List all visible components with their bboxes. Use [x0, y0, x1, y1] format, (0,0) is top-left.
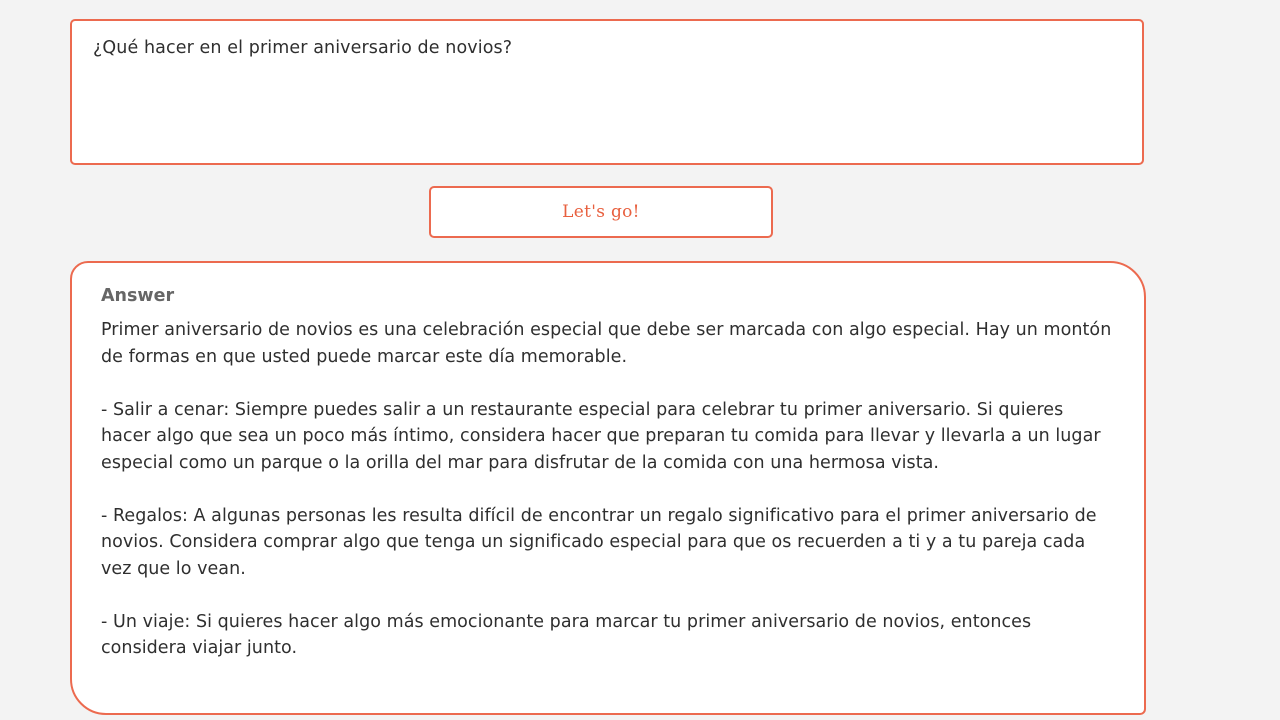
answer-heading: Answer	[101, 286, 175, 306]
question-text: ¿Qué hacer en el primer aniversario de novios?	[93, 38, 513, 58]
answer-paragraph: - Salir a cenar: Siempre puedes salir a un restaurante especial para celebrar tu primer aniversario. Si quieres hacer algo que sea un poco más íntimo, considera hacer que preparan tu comida para llevar y llevarla a un lugar especial como un parque o la orilla del mar para disfrutar de la comida con una hermosa vista.	[101, 399, 1101, 473]
answer-paragraph: - Un viaje: Si quieres hacer algo más emocionante para marcar tu primer aniversario de novios, entonces considera viajar junto.	[101, 611, 1032, 658]
lets-go-button-label: Let's go!	[562, 202, 640, 222]
answer-paragraph: Primer aniversario de novios es una celebración especial que debe ser marcada con algo especial. Hay un montón de formas en que usted puede marcar este día memorable.	[101, 320, 1112, 367]
answer-paragraph: - Regalos: A algunas personas les resulta difícil de encontrar un regalo significativo para el primer aniversario de novios. Considera comprar algo que tenga un significado especial para que os recuerden a ti y a tu pareja cada vez que lo vean.	[101, 505, 1097, 579]
answer-panel	[70, 261, 1146, 715]
lets-go-button[interactable]	[429, 186, 773, 238]
question-input[interactable]	[70, 19, 1144, 165]
